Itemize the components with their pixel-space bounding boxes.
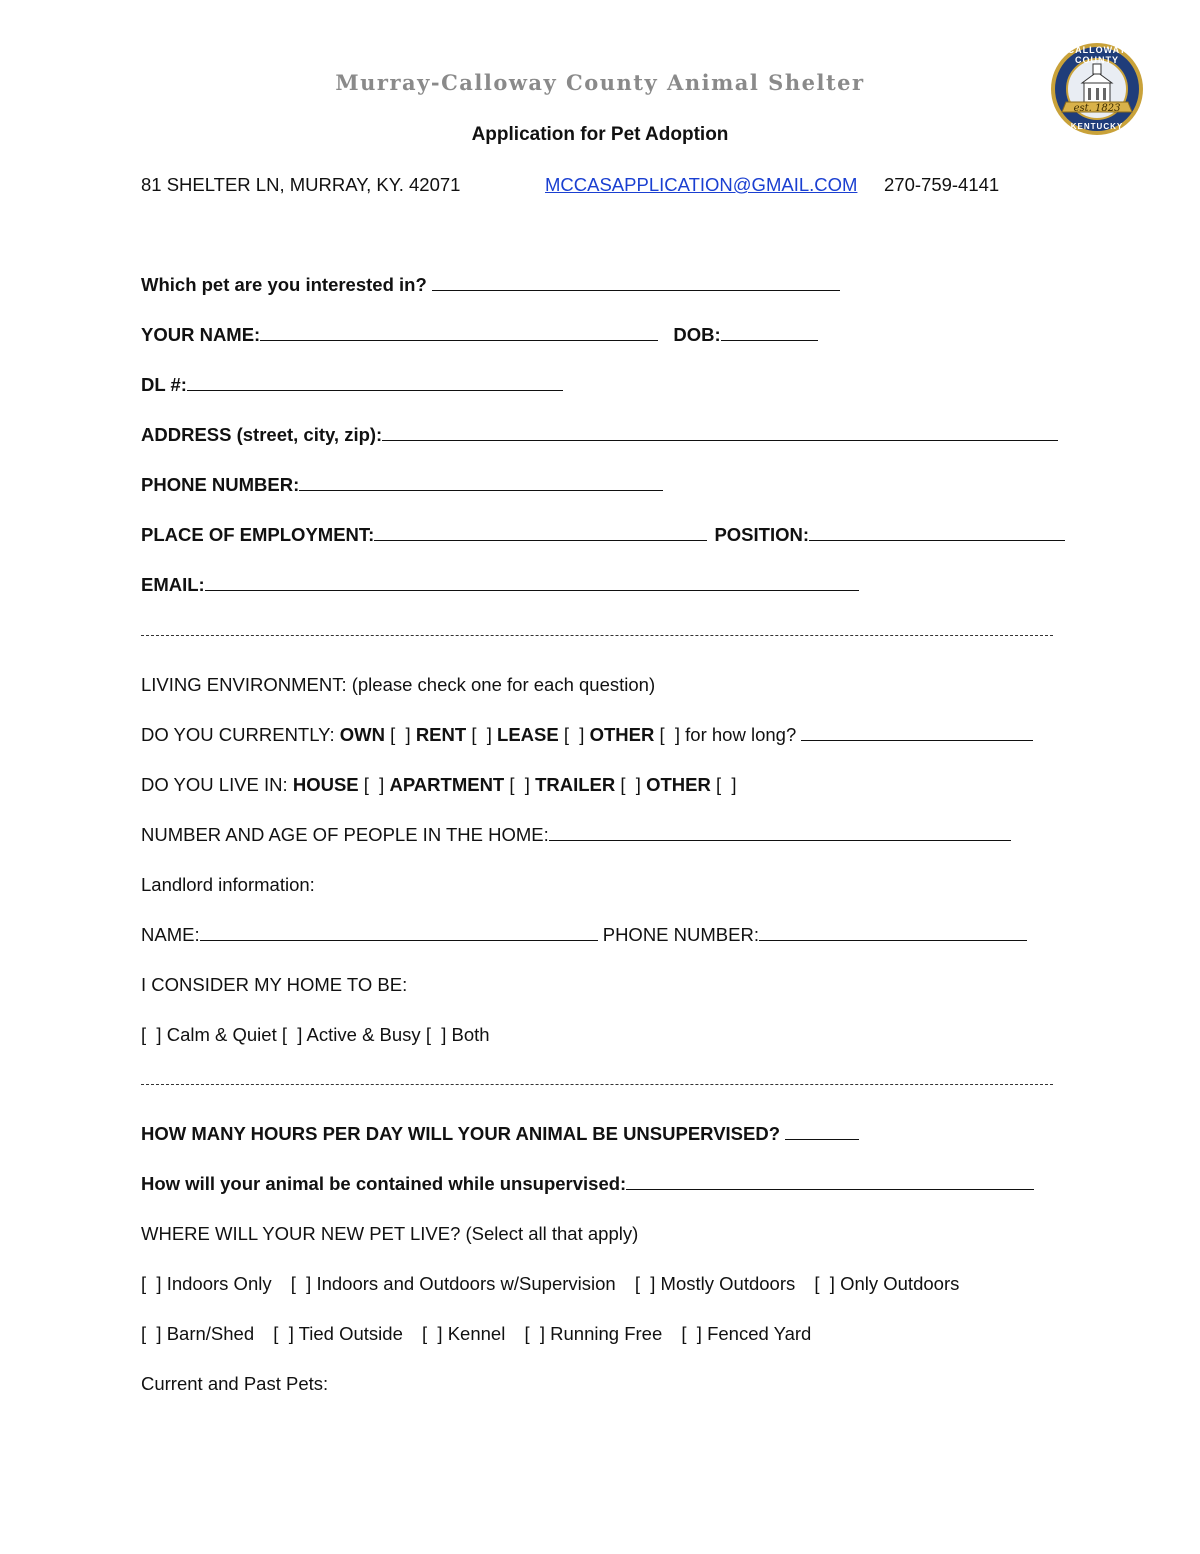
people-field[interactable] bbox=[549, 822, 1011, 841]
indoors-only-label: Indoors Only bbox=[166, 1273, 272, 1294]
shelter-email-link[interactable]: MCCASAPPLICATION@GMAIL.COM bbox=[545, 174, 858, 195]
employment-field[interactable] bbox=[374, 522, 707, 541]
indoors-outdoors-checkbox[interactable]: [ ] bbox=[290, 1273, 312, 1294]
kennel-label: Kennel bbox=[447, 1323, 506, 1344]
option-own-checkbox[interactable]: [ ] bbox=[390, 724, 411, 745]
live-in-label: DO YOU LIVE IN: bbox=[141, 774, 288, 795]
hours-field[interactable] bbox=[785, 1121, 859, 1140]
option-own-label: OWN bbox=[339, 724, 385, 745]
barn-shed-label: Barn/Shed bbox=[166, 1323, 255, 1344]
landlord-name-label: NAME: bbox=[141, 924, 200, 945]
email-label: EMAIL: bbox=[141, 574, 205, 595]
employment-label: PLACE OF EMPLOYMENT: bbox=[141, 524, 375, 545]
currently-row bbox=[141, 722, 1033, 748]
shelter-address: 81 SHELTER LN, MURRAY, KY. 42071 bbox=[141, 174, 461, 195]
option-apartment-checkbox[interactable]: [ ] bbox=[509, 774, 530, 795]
address-row bbox=[141, 422, 1058, 448]
seal-ribbon-text: est. 1823 bbox=[1073, 103, 1121, 114]
name-label: YOUR NAME: bbox=[141, 324, 261, 345]
landlord-phone-label: PHONE NUMBER: bbox=[602, 924, 759, 945]
indoors-outdoors-label: Indoors and Outdoors w/Supervision bbox=[316, 1273, 616, 1294]
dl-field[interactable] bbox=[187, 372, 563, 391]
pet-interest-field[interactable] bbox=[432, 272, 840, 291]
dob-label: DOB: bbox=[673, 324, 721, 345]
address-field[interactable] bbox=[382, 422, 1058, 441]
mostly-outdoors-label: Mostly Outdoors bbox=[660, 1273, 796, 1294]
option-apartment-label: APARTMENT bbox=[389, 774, 505, 795]
name-field[interactable] bbox=[260, 322, 658, 341]
position-label: POSITION: bbox=[714, 524, 810, 545]
option-lease-checkbox[interactable]: [ ] bbox=[563, 724, 585, 745]
employment-row bbox=[141, 522, 1065, 548]
option-trailer-label: TRAILER bbox=[535, 774, 616, 795]
name-row bbox=[141, 322, 818, 348]
hours-row bbox=[141, 1121, 859, 1147]
people-label: NUMBER AND AGE OF PEOPLE IN THE HOME: bbox=[141, 824, 549, 845]
option-lease-label: LEASE bbox=[497, 724, 559, 745]
option-rent-label: RENT bbox=[415, 724, 467, 745]
shelter-phone: 270-759-4141 bbox=[884, 174, 1000, 195]
people-row bbox=[141, 822, 1011, 848]
form-title: Application for Pet Adoption bbox=[471, 124, 729, 145]
hours-label: HOW MANY HOURS PER DAY WILL YOUR ANIMAL BE UNSUPERVISED? bbox=[141, 1123, 781, 1144]
live-in-row bbox=[141, 772, 737, 798]
address-label: ADDRESS (street, city, zip): bbox=[141, 424, 383, 445]
kennel-checkbox[interactable]: [ ] bbox=[422, 1323, 443, 1344]
landlord-row bbox=[141, 922, 1027, 948]
option-other-checkbox[interactable]: [ ] bbox=[659, 724, 681, 745]
running-free-label: Running Free bbox=[550, 1323, 663, 1344]
option-house-label: HOUSE bbox=[292, 774, 359, 795]
contained-field[interactable] bbox=[626, 1171, 1034, 1190]
both-checkbox[interactable]: [ ] bbox=[425, 1024, 447, 1045]
where-row-1 bbox=[141, 1271, 959, 1297]
landlord-heading: Landlord information: bbox=[141, 874, 315, 895]
running-free-checkbox[interactable]: [ ] bbox=[524, 1323, 546, 1344]
mostly-outdoors-checkbox[interactable]: [ ] bbox=[634, 1273, 656, 1294]
tied-outside-label: Tied Outside bbox=[298, 1323, 403, 1344]
organization-name: Murray-Calloway County Animal Shelter bbox=[335, 70, 865, 95]
option-other-home-label: OTHER bbox=[646, 774, 711, 795]
email-field[interactable] bbox=[205, 572, 859, 591]
how-long-field[interactable] bbox=[801, 722, 1033, 741]
phone-row bbox=[141, 472, 663, 498]
active-checkbox[interactable]: [ ] bbox=[281, 1024, 303, 1045]
fenced-yard-checkbox[interactable]: [ ] bbox=[681, 1323, 702, 1344]
contained-label: How will your animal be contained while unsupervised: bbox=[141, 1173, 627, 1194]
fenced-yard-label: Fenced Yard bbox=[707, 1323, 812, 1344]
dl-row bbox=[141, 372, 563, 398]
option-other-label: OTHER bbox=[589, 724, 655, 745]
dl-label: DL #: bbox=[141, 374, 187, 395]
how-long-label: for how long? bbox=[685, 724, 797, 745]
seal-bottom-text: KENTUCKY bbox=[1070, 122, 1124, 131]
landlord-phone-field[interactable] bbox=[759, 922, 1027, 941]
calm-label: Calm & Quiet bbox=[166, 1024, 277, 1045]
position-field[interactable] bbox=[809, 522, 1065, 541]
home-type-row bbox=[141, 1022, 490, 1048]
option-rent-checkbox[interactable]: [ ] bbox=[471, 724, 492, 745]
dob-field[interactable] bbox=[721, 322, 818, 341]
where-label: WHERE WILL YOUR NEW PET LIVE? (Select all that apply) bbox=[141, 1223, 639, 1244]
pet-interest-label: Which pet are you interested in? bbox=[141, 274, 427, 295]
currently-label: DO YOU CURRENTLY: bbox=[141, 724, 335, 745]
option-other-home-checkbox[interactable]: [ ] bbox=[715, 774, 737, 795]
tied-outside-checkbox[interactable]: [ ] bbox=[273, 1323, 294, 1344]
pet-interest-row bbox=[141, 272, 840, 298]
email-row bbox=[141, 572, 859, 598]
both-label: Both bbox=[451, 1024, 490, 1045]
pets-label: Current and Past Pets: bbox=[141, 1373, 329, 1394]
option-trailer-checkbox[interactable]: [ ] bbox=[620, 774, 641, 795]
seal-top-text: CALLOWAY COUNTY bbox=[1067, 45, 1127, 65]
phone-label: PHONE NUMBER: bbox=[141, 474, 300, 495]
only-outdoors-label: Only Outdoors bbox=[840, 1273, 960, 1294]
barn-shed-checkbox[interactable]: [ ] bbox=[141, 1323, 162, 1344]
living-heading: LIVING ENVIRONMENT: (please check one for each question) bbox=[141, 674, 656, 695]
section-divider bbox=[141, 635, 1053, 636]
active-label: Active & Busy bbox=[306, 1024, 421, 1045]
contained-row bbox=[141, 1171, 1034, 1197]
section-divider-2 bbox=[141, 1084, 1053, 1085]
calm-checkbox[interactable]: [ ] bbox=[141, 1024, 162, 1045]
only-outdoors-checkbox[interactable]: [ ] bbox=[814, 1273, 835, 1294]
consider-label: I CONSIDER MY HOME TO BE: bbox=[141, 974, 408, 995]
phone-field[interactable] bbox=[299, 472, 663, 491]
landlord-name-field[interactable] bbox=[200, 922, 598, 941]
option-house-checkbox[interactable]: [ ] bbox=[363, 774, 385, 795]
where-row-2 bbox=[141, 1321, 811, 1347]
indoors-only-checkbox[interactable]: [ ] bbox=[141, 1273, 162, 1294]
